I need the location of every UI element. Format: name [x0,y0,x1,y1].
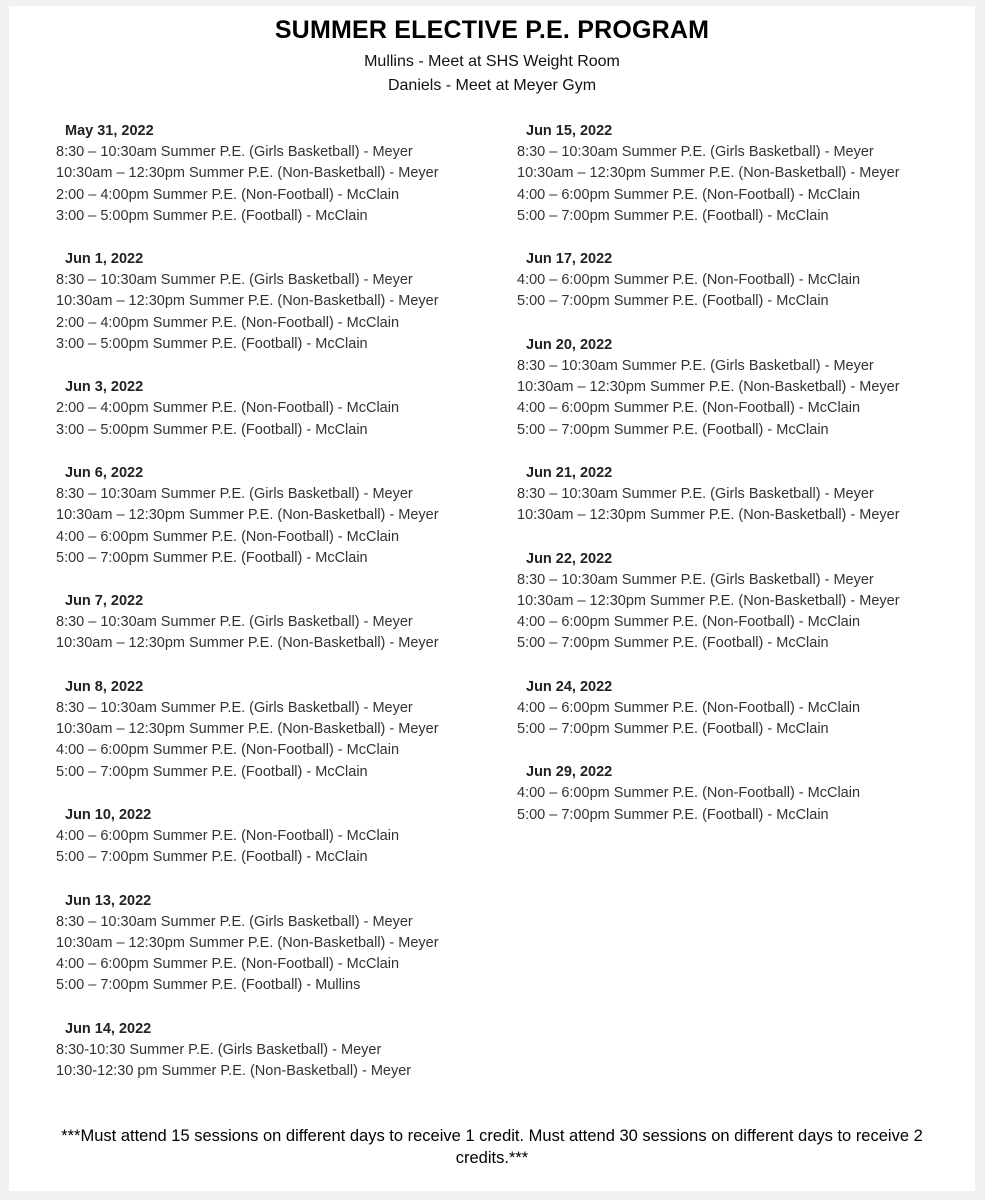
session-entry: 4:00 – 6:00pm Summer P.E. (Non-Football) - McClain [517,699,861,716]
day-date: Jun 3, 2022 [65,379,144,396]
session-entry: 3:00 – 5:00pm Summer P.E. (Football) - McClain [56,207,368,224]
session-entry: 4:00 – 6:00pm Summer P.E. (Non-Football) - McClain [56,827,400,844]
session-entry: 8:30 – 10:30am Summer P.E. (Girls Basketball) - Meyer [56,614,413,631]
session-entry: 10:30am – 12:30pm Summer P.E. (Non-Basketball) - Meyer [56,934,439,951]
page-title: SUMMER ELECTIVE P.E. PROGRAM [274,16,710,44]
session-entry: 5:00 – 7:00pm Summer P.E. (Football) - McClain [56,549,368,566]
document-page [9,6,975,1191]
day-date: May 31, 2022 [65,123,154,139]
session-entry: 10:30-12:30 pm Summer P.E. (Non-Basketball) - Meyer [56,1063,412,1080]
day-date: Jun 17, 2022 [526,251,613,268]
session-entry: 8:30 – 10:30am Summer P.E. (Girls Basketball) - Meyer [56,272,413,289]
session-entry: 5:00 – 7:00pm Summer P.E. (Football) - McClain [517,293,829,310]
session-entry: 4:00 – 6:00pm Summer P.E. (Non-Football) - McClain [517,785,861,802]
session-entry: 2:00 – 4:00pm Summer P.E. (Non-Football) - McClain [56,186,400,203]
schedule-day [517,548,900,655]
session-entry: 5:00 – 7:00pm Summer P.E. (Football) - Mullins [56,977,361,994]
session-entry: 8:30 – 10:30am Summer P.E. (Girls Basketball) - Meyer [56,485,413,502]
session-entry: 8:30 – 10:30am Summer P.E. (Girls Basketball) - Meyer [517,571,874,588]
day-date: Jun 15, 2022 [526,123,613,139]
session-entry: 8:30 – 10:30am Summer P.E. (Girls Basketball) - Meyer [56,699,413,716]
session-entry: 4:00 – 6:00pm Summer P.E. (Non-Football) - McClain [56,528,400,545]
day-date: Jun 24, 2022 [526,678,613,695]
day-date: Jun 10, 2022 [65,806,152,823]
session-entry: 10:30am – 12:30pm Summer P.E. (Non-Basketball) - Meyer [56,293,439,310]
day-date: Jun 20, 2022 [526,336,613,353]
schedule-day [56,376,439,441]
session-entry: 4:00 – 6:00pm Summer P.E. (Non-Football) - McClain [517,272,861,289]
schedule-day [56,804,439,869]
schedule-right-column [517,120,900,847]
session-entry: 4:00 – 6:00pm Summer P.E. (Non-Football) - McClain [56,956,400,973]
day-date: Jun 13, 2022 [65,892,152,909]
schedule-day [517,248,900,313]
session-entry: 5:00 – 7:00pm Summer P.E. (Football) - McClain [56,763,368,780]
day-date: Jun 7, 2022 [65,593,144,610]
session-entry: 10:30am – 12:30pm Summer P.E. (Non-Basketball) - Meyer [56,635,439,652]
session-entry: 4:00 – 6:00pm Summer P.E. (Non-Football) - McClain [517,186,861,203]
session-entry: 5:00 – 7:00pm Summer P.E. (Football) - McClain [517,207,829,224]
session-entry: 4:00 – 6:00pm Summer P.E. (Non-Football) - McClain [56,742,400,759]
schedule-day [56,462,439,569]
day-date: Jun 1, 2022 [65,251,144,268]
session-entry: 10:30am – 12:30pm Summer P.E. (Non-Basketball) - Meyer [56,721,439,738]
session-entry: 10:30am – 12:30pm Summer P.E. (Non-Basketball) - Meyer [56,507,439,524]
schedule-day [56,676,439,783]
session-entry: 10:30am – 12:30pm Summer P.E. (Non-Basketball) - Meyer [517,165,900,182]
subtitle-mullins: Mullins - Meet at SHS Weight Room [364,53,620,70]
session-entry: 10:30am – 12:30pm Summer P.E. (Non-Basketball) - Meyer [517,507,900,524]
session-entry: 10:30am – 12:30pm Summer P.E. (Non-Basketball) - Meyer [56,165,439,182]
day-date: Jun 29, 2022 [526,764,613,781]
schedule-day [56,890,439,997]
schedule-day [517,761,900,826]
schedule-day [56,590,439,655]
session-entry: 10:30am – 12:30pm Summer P.E. (Non-Basketball) - Meyer [517,592,900,609]
session-entry: 10:30am – 12:30pm Summer P.E. (Non-Basketball) - Meyer [517,379,900,396]
session-entry: 5:00 – 7:00pm Summer P.E. (Football) - McClain [517,721,829,738]
schedule-day [517,462,900,527]
schedule-day [517,676,900,741]
schedule-left-column [56,120,439,1103]
session-entry: 5:00 – 7:00pm Summer P.E. (Football) - McClain [56,849,368,866]
session-entry: 8:30-10:30 Summer P.E. (Girls Basketball) - Meyer [56,1041,382,1058]
session-entry: 4:00 – 6:00pm Summer P.E. (Non-Football) - McClain [517,400,861,417]
schedule-day [517,120,900,227]
session-entry: 3:00 – 5:00pm Summer P.E. (Football) - McClain [56,421,368,438]
day-date: Jun 6, 2022 [65,464,144,481]
schedule-day [517,334,900,441]
day-date: Jun 8, 2022 [65,678,144,695]
session-entry: 8:30 – 10:30am Summer P.E. (Girls Basketball) - Meyer [517,144,874,160]
session-entry: 8:30 – 10:30am Summer P.E. (Girls Basketball) - Meyer [517,357,874,374]
credit-requirements-note: ***Must attend 15 sessions on different days to receive 1 credit. Must attend 30 sessions on different days to receive 2 credits.*** [61,1127,923,1167]
day-date: Jun 21, 2022 [526,464,613,481]
subtitle-daniels: Daniels - Meet at Meyer Gym [387,77,597,94]
session-entry: 5:00 – 7:00pm Summer P.E. (Football) - McClain [517,635,829,652]
session-entry: 8:30 – 10:30am Summer P.E. (Girls Basketball) - Meyer [56,144,413,160]
session-entry: 5:00 – 7:00pm Summer P.E. (Football) - McClain [517,806,829,823]
schedule-day [56,1018,439,1083]
schedule-day [56,120,439,227]
day-date: Jun 22, 2022 [526,550,613,567]
session-entry: 2:00 – 4:00pm Summer P.E. (Non-Football) - McClain [56,400,400,417]
session-entry: 8:30 – 10:30am Summer P.E. (Girls Basketball) - Meyer [517,485,874,502]
session-entry: 5:00 – 7:00pm Summer P.E. (Football) - McClain [517,421,829,438]
session-entry: 3:00 – 5:00pm Summer P.E. (Football) - McClain [56,336,368,353]
session-entry: 2:00 – 4:00pm Summer P.E. (Non-Football) - McClain [56,314,400,331]
day-date: Jun 14, 2022 [65,1020,152,1037]
schedule-day [56,248,439,355]
session-entry: 8:30 – 10:30am Summer P.E. (Girls Basketball) - Meyer [56,913,413,930]
session-entry: 4:00 – 6:00pm Summer P.E. (Non-Football) - McClain [517,614,861,631]
